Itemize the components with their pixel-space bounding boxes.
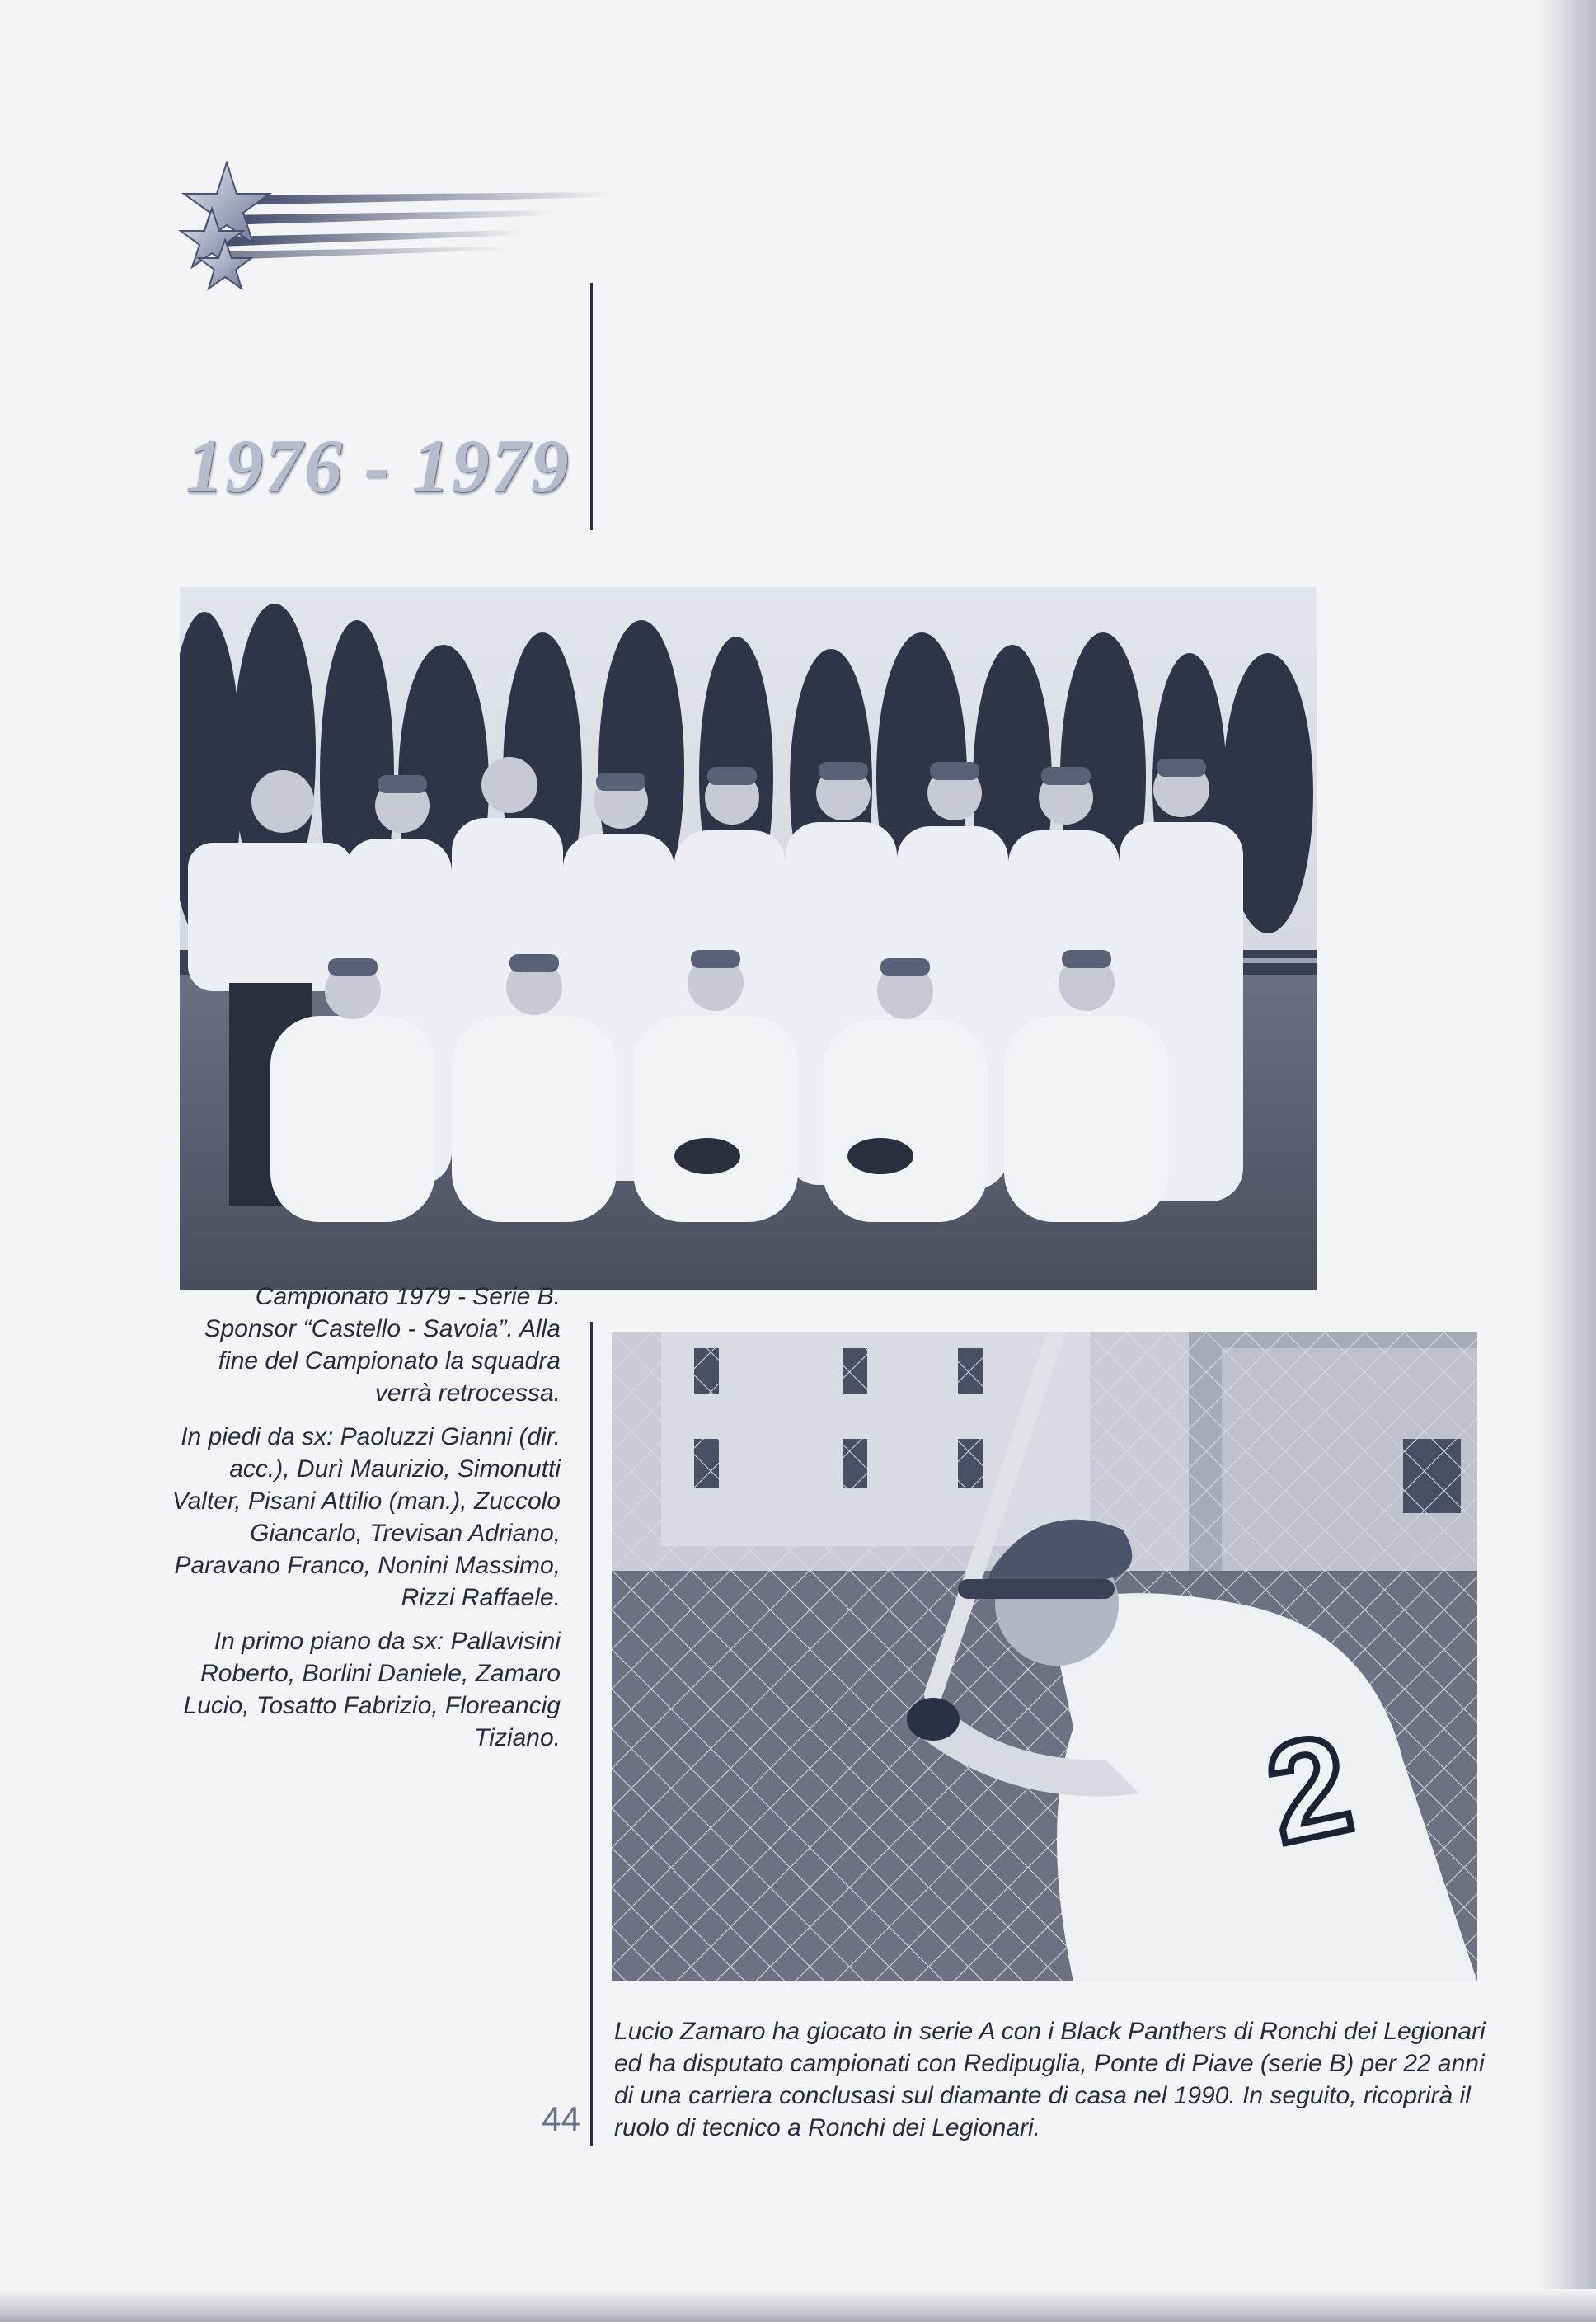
team-photo-caption bbox=[165, 1281, 561, 1765]
page-bottom-shadow bbox=[0, 2289, 1596, 2322]
jersey-number: 2 bbox=[1254, 1704, 1364, 1874]
caption-front-row: In primo piano da sx: Pallavisini Roberto, Borlini Daniele, Zamaro Lucio, Tosatto Fabrizio, Floreancig Tiziano. bbox=[183, 1628, 561, 1751]
batter-photo bbox=[612, 1332, 1477, 1981]
vertical-divider-top bbox=[590, 283, 593, 530]
page-edge-shadow bbox=[1538, 0, 1596, 2322]
team-photo bbox=[180, 587, 1317, 1290]
vertical-divider-middle bbox=[590, 1322, 593, 2146]
batter-photo-caption: Lucio Zamaro ha giocato in serie A con i Black Panthers di Ronchi dei Legionari ed ha disputato campionati con Redipuglia, Ponte di Piave (serie B) per 22 anni di una carriera conclusasi sul diamante di casa nel 1990. In seguito, ricoprirà il ruolo di tecnico a Ronchi dei Legionari. bbox=[614, 2018, 1486, 2141]
page-number: 44 bbox=[542, 2099, 580, 2138]
caption-standing: In piedi da sx: Paoluzzi Gianni (dir. acc.), Durì Maurizio, Simonutti Valter, Pisani Attilio (man.), Zuccolo Giancarlo, Trevisan Adriano, Paravano Franco, Nonini Massimo, Rizzi Raffaele. bbox=[171, 1423, 561, 1611]
years-heading: 1976 - 1979 bbox=[185, 424, 570, 508]
caption-season: Campionato 1979 - Serie B. Sponsor “Castello - Savoia”. Alla fine del Campionato la squadra verrà retrocessa. bbox=[204, 1283, 561, 1407]
shooting-star-emblem-icon bbox=[169, 161, 614, 293]
